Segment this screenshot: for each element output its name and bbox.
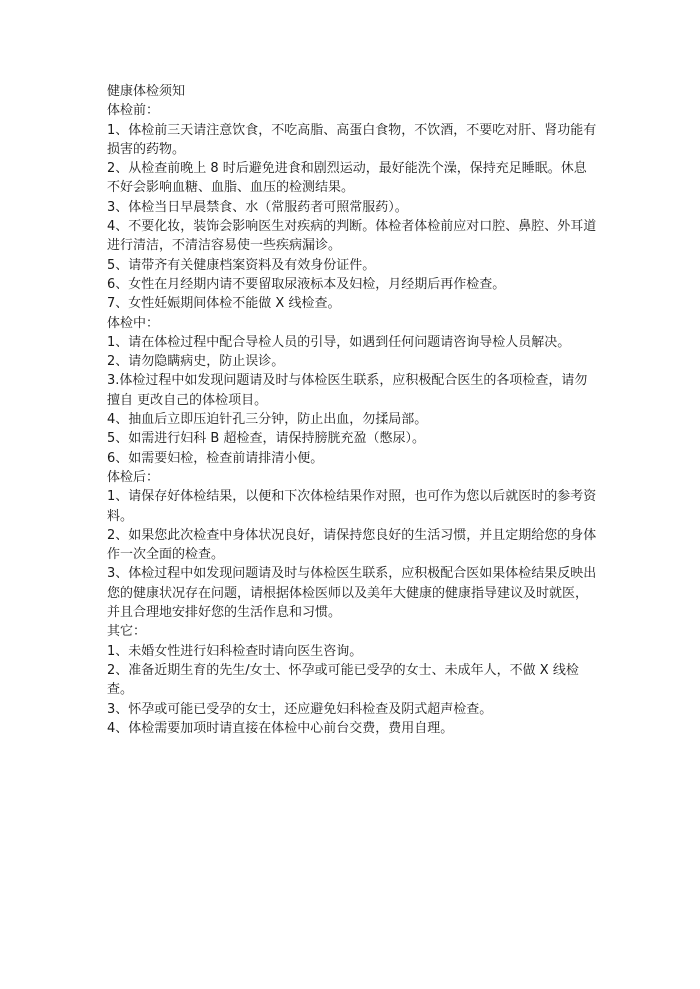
list-item: 3.体检过程中如发现问题请及时与体检医生联系，应积极配合医生的各项检查，请勿擅自 更改自己的体检项目。 [107, 373, 588, 408]
list-item: 1、请在体检过程中配合导检人员的引导，如遇到任何问题请咨询导检人员解决。 [107, 334, 571, 350]
list-item: 2、如果您此次检查中身体状况良好，请保持您良好的生活习惯，并且定期给您的身体作一次全面的检查。 [107, 527, 597, 563]
list-item: 4、抽血后立即压迫针孔三分钟，防止出血，勿揉局部。 [107, 412, 428, 428]
section-heading-other: 其它： [107, 624, 147, 640]
section-heading-after: 体检后： [107, 469, 160, 485]
list-item: 5、请带齐有关健康档案资料及有效身份证件。 [107, 257, 376, 273]
list-item: 3、体检过程中如发现问题请及时与体检医生联系，应积极配合医如果体检结果反映出您的健康状况存在问题，请根据体检医师以及美年大健康的健康指导建议及时就医，并且合理地安排好您的生活作息和习惯。 [107, 566, 597, 621]
list-item: 4、体检需要加项时请直接在体检中心前台交费，费用自理。 [107, 720, 454, 736]
section-heading-before: 体检前： [107, 103, 160, 119]
section-after [107, 468, 597, 622]
list-item: 1、未婚女性进行妇科检查时请向医生咨询。 [107, 643, 363, 659]
list-item: 1、请保存好体检结果，以便和下次体检结果作对照，也可作为您以后就医时的参考资料。 [107, 489, 597, 524]
list-item: 7、女性妊娠期间体检不能做 X 线检查。 [107, 296, 341, 312]
list-item: 6、如需要妇检，检查前请排清小便。 [107, 450, 324, 466]
section-before [107, 101, 597, 313]
list-item: 6、女性在月经期内请不要留取尿液标本及妇检，月经期后再作检查。 [107, 276, 506, 292]
list-item: 3、怀孕或可能已受孕的女士，还应避免妇科检查及阴式超声检查。 [107, 701, 493, 717]
section-heading-during: 体检中： [107, 315, 160, 331]
list-item: 2、从检查前晚上 8 时后避免进食和剧烈运动，最好能洗个澡，保持充足睡眠。休息不好会影响血糖、血脂、血压的检测结果。 [107, 161, 587, 196]
list-item: 1、体检前三天请注意饮食，不吃高脂、高蛋白食物，不饮酒，不要吃对肝、肾功能有损害的药物。 [107, 122, 597, 157]
section-other [107, 622, 597, 738]
list-item: 2、请勿隐瞒病史，防止误诊。 [107, 354, 285, 370]
list-item: 5、如需进行妇科 B 超检查，请保持膀胱充盈（憋尿）。 [107, 431, 425, 447]
list-item: 2、准备近期生育的先生/女士、怀孕或可能已受孕的女士、未成年人，不做 X 线检查。 [107, 662, 579, 698]
list-item: 3、体检当日早晨禁食、水（常服药者可照常服药）。 [107, 199, 408, 215]
list-item: 4、不要化妆，装饰会影响医生对疾病的判断。体检者体检前应对口腔、鼻腔、外耳道进行清洁，不清洁容易使一些疾病漏诊。 [107, 219, 597, 254]
document-body [107, 82, 597, 738]
section-during [107, 314, 597, 468]
document-title: 健康体检须知 [107, 84, 186, 99]
